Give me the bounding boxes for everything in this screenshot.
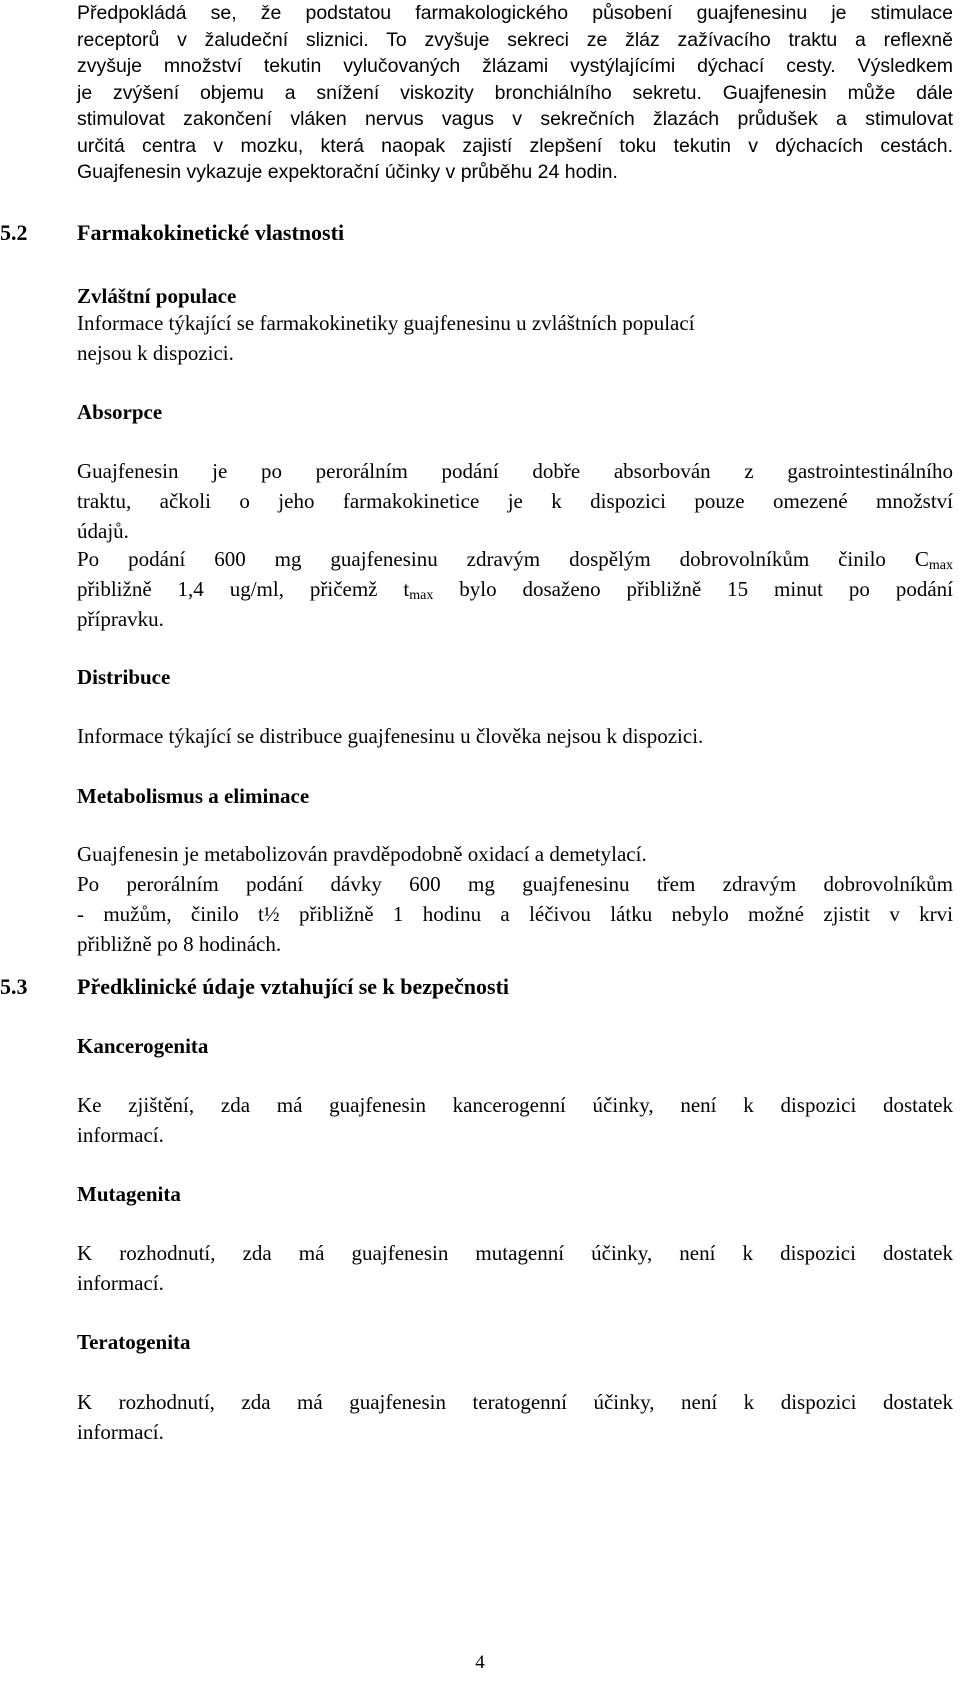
text-line	[77, 574, 953, 604]
subheading-absorpce: Absorpce	[77, 400, 163, 424]
paragraph-kancerogenita	[77, 1090, 953, 1150]
text-line: informací.	[77, 1271, 164, 1295]
intro-line: Předpokládá se, že podstatou farmakologického působení guajfenesinu je stimulace	[77, 2, 953, 24]
paragraph-absorpce-2	[77, 544, 953, 634]
subheading-kancerogenita: Kancerogenita	[77, 1034, 209, 1058]
text-line: K rozhodnutí, zda má guajfenesin teratogenní účinky, není k dispozici dostatek	[77, 1390, 953, 1414]
text-line: Po perorálním podání dávky 600 mg guajfenesinu třem zdravým dobrovolníkům	[77, 872, 953, 896]
paragraph-zvlastni-populace	[77, 308, 953, 368]
subheading-mutagenita: Mutagenita	[77, 1182, 181, 1206]
text-run: bylo dosaženo přibližně 15 minut po podání	[433, 577, 953, 601]
subscript: max	[928, 558, 953, 573]
text-line: Guajfenesin je po perorálním podání dobře absorbován z gastrointestinálního	[77, 459, 953, 483]
text-run: přibližně 1,4 ug/ml, přičemž t	[77, 577, 410, 601]
intro-line: Guajfenesin vykazuje expektorační účinky v průběhu 24 hodin.	[77, 161, 618, 183]
intro-line: určitá centra v mozku, která naopak zajistí zlepšení toku tekutin v dýchacích cestách.	[77, 134, 953, 157]
text-line: nejsou k dispozici.	[77, 341, 234, 365]
text-line: informací.	[77, 1123, 164, 1147]
intro-line: stimulovat zakončení vláken nervus vagus v sekrečních žlazách průdušek a stimulovat	[77, 108, 953, 130]
text-run: Po podání 600 mg guajfenesinu zdravým dospělým dobrovolníkům činilo C	[77, 547, 929, 571]
intro-line: receptorů v žaludeční sliznici. To zvyšuje sekreci ze žláz zažívacího traktu a reflexně	[77, 28, 953, 51]
page-number: 4	[475, 1652, 485, 1673]
intro-paragraph	[77, 0, 953, 186]
text-line: traktu, ačkoli o jeho farmakokinetice je k dispozici pouze omezené množství	[77, 489, 953, 513]
subheading-teratogenita: Teratogenita	[77, 1330, 191, 1354]
subscript: max	[409, 588, 434, 603]
text-line: Informace týkající se distribuce guajfenesinu u člověka nejsou k dispozici.	[77, 724, 704, 748]
text-line: údajů.	[77, 519, 129, 543]
section-number: 5.2	[0, 220, 28, 245]
section-title: Předklinické údaje vztahující se k bezpečnosti	[77, 974, 510, 999]
text-line: přibližně po 8 hodinách.	[77, 932, 282, 956]
text-line: informací.	[77, 1420, 164, 1444]
section-title: Farmakokinetické vlastnosti	[77, 220, 345, 245]
paragraph-absorpce-1	[77, 456, 953, 546]
subheading-metabolismus: Metabolismus a eliminace	[77, 784, 310, 808]
text-line: K rozhodnutí, zda má guajfenesin mutagenní účinky, není k dispozici dostatek	[77, 1241, 953, 1265]
text-line: Informace týkající se farmakokinetiky guajfenesinu u zvláštních populací	[77, 311, 695, 335]
paragraph-metabolismus	[77, 839, 953, 959]
subheading-zvlastni-populace: Zvláštní populace	[77, 284, 237, 308]
intro-line: je zvýšení objemu a snížení viskozity bronchiálního sekretu. Guajfenesin může dále	[77, 81, 953, 104]
subheading-distribuce: Distribuce	[77, 665, 171, 689]
paragraph-teratogenita	[77, 1387, 953, 1447]
text-line: Guajfenesin je metabolizován pravděpodobně oxidací a demetylací.	[77, 842, 647, 866]
paragraph-distribuce	[77, 721, 953, 751]
text-line: Ke zjištění, zda má guajfenesin kancerogenní účinky, není k dispozici dostatek	[77, 1093, 953, 1117]
text-line: přípravku.	[77, 607, 164, 631]
text-line: - mužům, činilo t½ přibližně 1 hodinu a léčivou látku nebylo možné zjistit v krvi	[77, 902, 953, 926]
text-line	[77, 544, 953, 574]
paragraph-mutagenita	[77, 1238, 953, 1298]
section-number: 5.3	[0, 974, 28, 999]
intro-line: zvyšuje množství tekutin vylučovaných žlázami vystýlajícími dýchací cesty. Výsledkem	[77, 55, 953, 77]
